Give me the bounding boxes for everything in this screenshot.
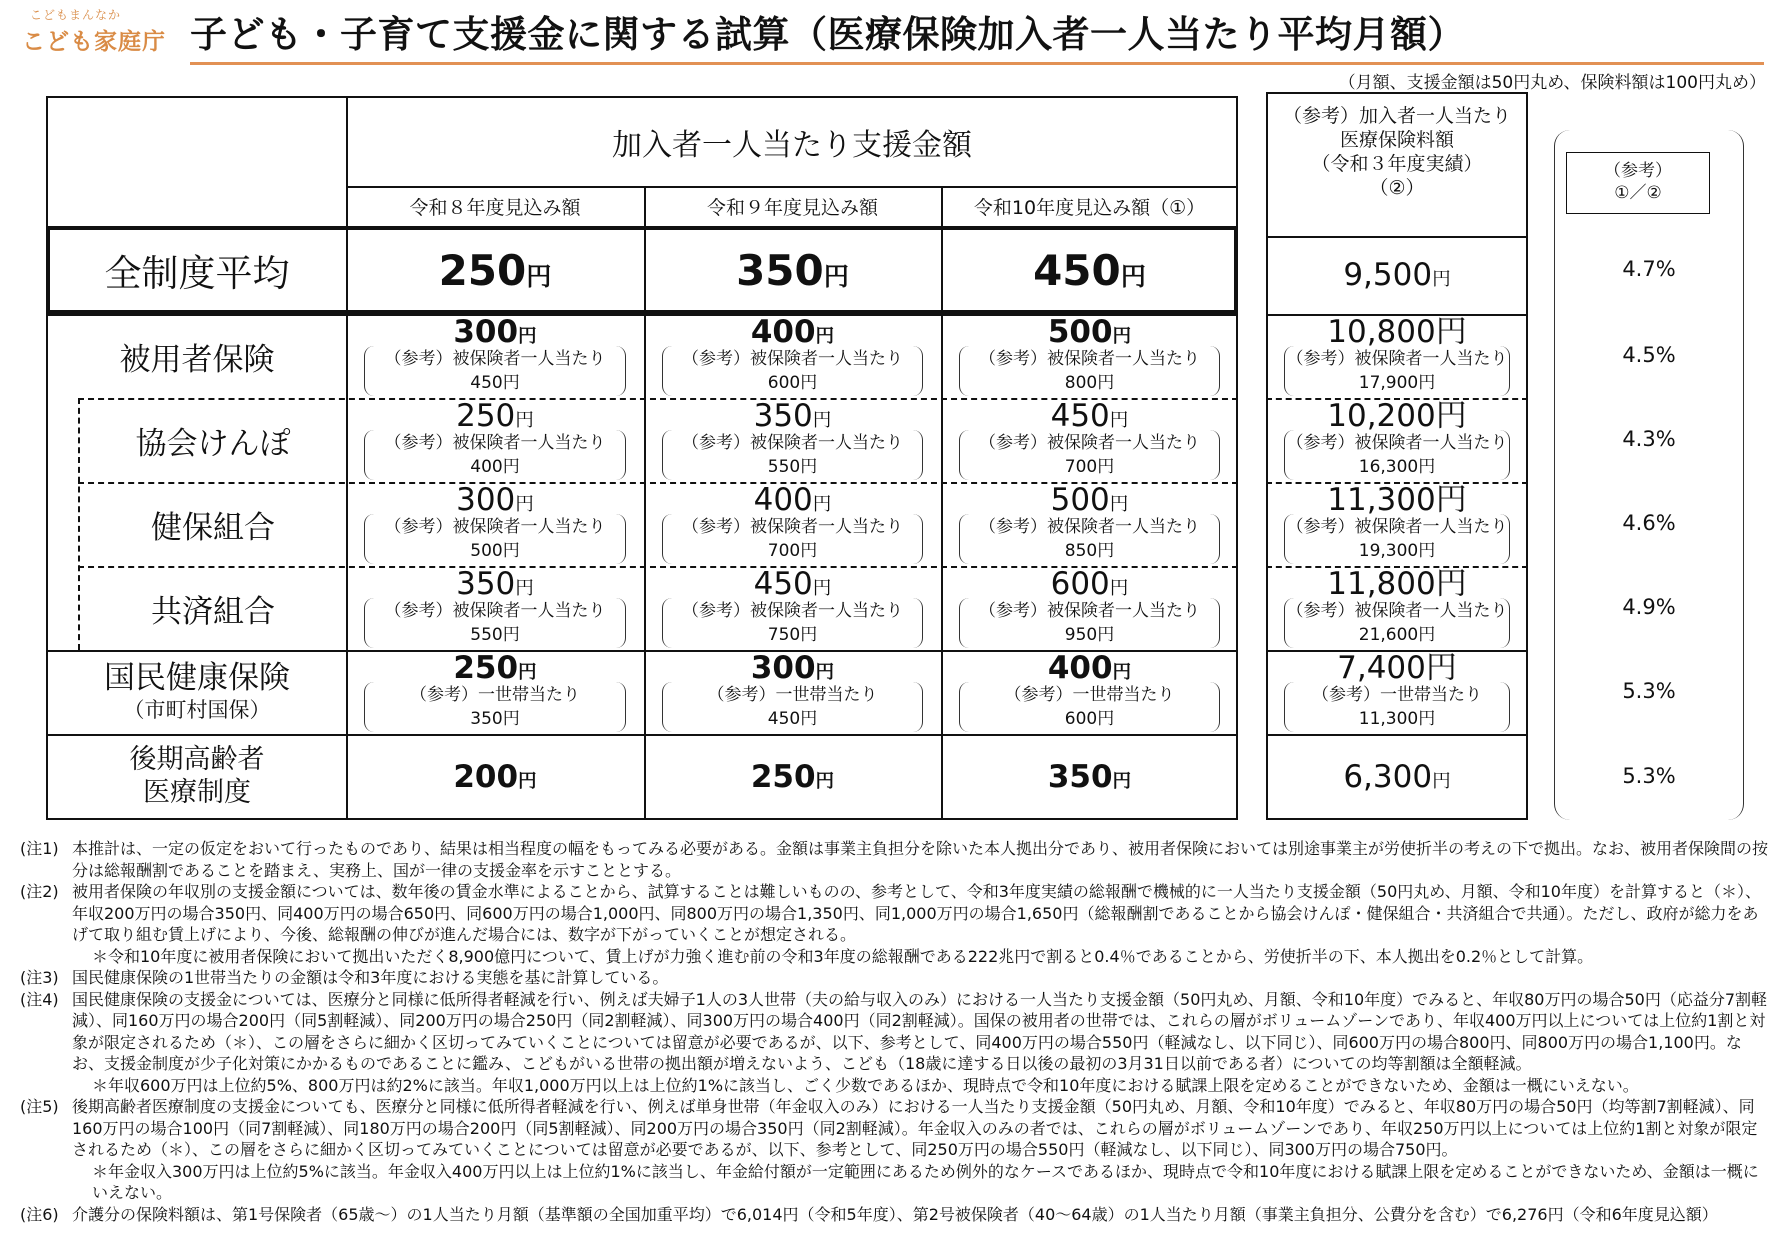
reference-amount: 800円 [1064, 373, 1115, 393]
yen-unit: 円 [1432, 269, 1451, 290]
footnote-tag: (注3) [20, 968, 59, 987]
reference-bracket [959, 346, 1220, 396]
reference-label: （参考）被保険者一人当たり [682, 601, 903, 621]
amount [1337, 650, 1457, 686]
footnote-text: 後期高齢者医療制度の支援金についても、医療分と同様に低所得者軽減を行い、例えば単身世帯（年金収入のみ）における一人当たり支援金額（50円丸め、月額、令和10年度）でみると、年収80万円の場合50円（均等割7割軽減）、同160万円の場合100円（同7割軽減）、同180万円の場合200円（同5割軽減）、同200万円の場合350円（同2割軽減）。年金収入のみの者では、これらの層がボリュームゾーンであり、年収250万円以上については上位約1割と対象が限定されるため（＊）、この層をさらに細かく区切ってみていくことについては留意が必要であるが、以下、参考として、同250万円の場合550円（軽減なし、以下同じ）、同300万円の場合750円。 [72, 1097, 1758, 1159]
footnote-text: 国民健康保険の支援金については、医療分と同様に低所得者軽減を行い、例えば夫婦子1人の3人世帯（夫の給与収入のみ）における一人当たり支援金額（50円丸め、月額、令和10年度）でみると、年収80万円の場合50円（応益分7割軽減）、同160万円の場合200円（同5割軽減）、同200万円の場合250円（同2割軽減）、同300万円の場合400円（同2割軽減）。国保の被用者の世帯では、これらの層がボリュームゾーンであり、年収400万円以上については上位約1割と対象が限定されるため（＊）、この層をさらに細かく区切ってみていくことについては留意が必要であるが、以下、参考として、同400万円の場合550円（軽減なし、以下同じ）、同600万円の場合800円、同800万円の場合1,100円。なお、支援金制度が少子化対策にかかるものであることに鑑み、こどもがいる世帯の拠出額が増えないよう、こども（18歳に達する日以後の最初の3月31日以前である者）についての均等割額は全額軽減。 [72, 989, 1768, 1073]
amount-number: 11,800 [1327, 566, 1436, 602]
amount [736, 246, 849, 295]
amount [1327, 314, 1466, 350]
footnote-tag: (注2) [20, 882, 59, 901]
amount-number: 350 [456, 566, 516, 602]
amount [1033, 246, 1146, 295]
amount-number: 250 [453, 650, 519, 686]
reference-premium-cell [1266, 398, 1528, 482]
support-amount-cell [346, 482, 644, 566]
group-header: 加入者一人当たり支援金額 [612, 128, 972, 163]
support-amount-cell [644, 398, 941, 482]
amount [751, 650, 834, 686]
reference-bracket [364, 514, 626, 564]
yen-unit: 円 [823, 261, 849, 291]
amount-number: 7,400 [1337, 650, 1426, 686]
reference-bracket [959, 514, 1220, 564]
row-label-all-average: 全制度平均 [104, 252, 290, 295]
amount-number: 11,300 [1327, 482, 1436, 518]
support-amount-cell [941, 650, 1238, 734]
footnote [20, 967, 1772, 989]
row-label-kenpo-kumiai: 健保組合 [151, 509, 275, 546]
title-divider [190, 62, 1764, 65]
reference-premium-cell [1266, 314, 1528, 398]
amount-number: 350 [736, 245, 824, 295]
yen-unit: 円 [815, 662, 835, 683]
reference-label: （参考）被保険者一人当たり [682, 433, 903, 453]
reference-premium-cell [1266, 650, 1528, 734]
yen-unit: 円 [526, 261, 552, 291]
row-label-line: （市町村国保） [123, 698, 271, 723]
footnote-text: 本推計は、一定の仮定をおいて行ったものであり、結果は相当程度の幅をもってみる必要がある。金額は事業主負担分を除いた本人拠出分であり、被用者保険においては別途事業主が労使折半の考えの下で拠出。なお、被用者保険間の按分は総報酬割であることを踏まえ、実務上、国が一律の支援金率を示すこととする。 [72, 839, 1769, 880]
amount-number: 200 [453, 759, 519, 795]
reference-label: （参考）被保険者一人当たり [979, 433, 1200, 453]
reference-amount: 550円 [767, 457, 818, 477]
row-label-line: 国民健康保険 [104, 660, 290, 697]
amount-number: 9,500 [1343, 257, 1433, 293]
reference-amount: 850円 [1064, 541, 1115, 561]
reference-bracket [959, 598, 1220, 648]
yen-unit: 円 [1109, 578, 1129, 599]
amount-number: 450 [1050, 398, 1110, 434]
footnote-tag: (注6) [20, 1204, 59, 1224]
row-label-employee-insurance: 被用者保険 [119, 341, 275, 378]
reference-amount: 550円 [470, 625, 520, 645]
yen-unit: 円 [515, 578, 534, 599]
reference-label: （参考）一世帯当たり [707, 685, 878, 705]
amount [754, 566, 832, 602]
reference-label: （参考）一世帯当たり [1312, 685, 1482, 705]
page-title: 子ども・子育て支援金に関する試算（医療保険加入者一人当たり平均月額） [190, 13, 1465, 56]
amount-number: 400 [750, 314, 816, 350]
ratio-value: 4.9% [1622, 595, 1676, 619]
footnote-text: 国民健康保険の1世帯当たりの金額は令和3年度における実態を基に計算している。 [72, 968, 669, 987]
yen-unit: 円 [815, 771, 835, 792]
ratio-header-line: （参考） [1604, 161, 1672, 181]
support-amount-cell [644, 734, 941, 820]
yen-unit: 円 [812, 410, 832, 431]
amount [1343, 257, 1450, 293]
ratio-value: 5.3% [1622, 764, 1676, 788]
amount [1327, 566, 1466, 602]
reference-label: （参考）被保険者一人当たり [384, 517, 606, 537]
yen-unit: 円 [515, 410, 534, 431]
footnote-sub-note: ＊年収600万円は上位約5%、800万円は約2%に該当。年収1,000万円以上は上位約1%に該当し、ごく少数であるほか、現時点で令和10年度における賦課上限を定めることができないため、金額は一概にいえない。 [92, 1075, 1639, 1095]
reference-amount: 700円 [1064, 457, 1115, 477]
amount [1327, 482, 1466, 518]
reference-label: （参考）被保険者一人当たり [1286, 433, 1508, 453]
reference-amount: 600円 [767, 373, 818, 393]
support-amount-cell [346, 314, 644, 398]
amount [751, 759, 834, 795]
ratio-value: 4.3% [1622, 427, 1676, 451]
reference-bracket [364, 682, 626, 732]
row-label-kyokai-kenpo: 協会けんぽ [135, 425, 291, 462]
reference-label: （参考）被保険者一人当たり [979, 517, 1200, 537]
reference-bracket [1284, 430, 1510, 480]
reference-label: （参考）被保険者一人当たり [384, 601, 606, 621]
amount [1343, 759, 1450, 795]
logo-agency-name: こども家庭庁 [22, 29, 166, 55]
logo-tagline: こどもまんなか [30, 8, 122, 22]
yen-unit: 円 [518, 771, 537, 792]
support-amount-cell [346, 566, 644, 650]
reference-amount: 11,300円 [1358, 709, 1436, 729]
reference-bracket [662, 514, 923, 564]
reference-label: （参考）一世帯当たり [410, 685, 580, 705]
support-amount-cell [644, 314, 941, 398]
reference-amount: 450円 [767, 709, 818, 729]
reference-amount: 600円 [1064, 709, 1115, 729]
yen-unit: 円 [515, 494, 534, 515]
row-label-kyosai-kumiai: 共済組合 [151, 593, 275, 630]
amount-number: 10,800 [1327, 314, 1436, 350]
reference-amount: 500円 [470, 541, 520, 561]
yen-unit: 円 [1112, 326, 1132, 347]
reference-label: （参考）被保険者一人当たり [979, 601, 1200, 621]
amount [1327, 398, 1466, 434]
amount [1051, 398, 1129, 434]
yen-unit: 円 [1435, 398, 1467, 434]
support-amount-cell [941, 314, 1238, 398]
footnote [20, 989, 1772, 1097]
amount-number: 500 [1050, 482, 1110, 518]
amount [456, 566, 534, 602]
support-amount-cell [644, 650, 941, 734]
footnote [20, 838, 1772, 881]
reference-header [1266, 104, 1528, 200]
amount [453, 759, 536, 795]
amount-number: 600 [1050, 566, 1110, 602]
reference-label: （参考）被保険者一人当たり [682, 517, 903, 537]
support-amount-cell [346, 398, 644, 482]
reference-bracket [662, 682, 923, 732]
amount [453, 314, 536, 350]
column-header-r9: 令和９年度見込み額 [706, 196, 878, 219]
reference-amount: 350円 [470, 709, 520, 729]
reference-amount: 17,900円 [1358, 373, 1436, 393]
reference-bracket [959, 430, 1220, 480]
amount-number: 300 [453, 314, 519, 350]
yen-unit: 円 [815, 326, 835, 347]
footnote-text: 介護分の保険料額は、第1号保険者（65歳〜）の1人当たり月額（基準額の全国加重平均）で6,014円（令和5年度）、第2号被保険者（40〜64歳）の1人当たり月額（事業主負担分、公費分を含む）で6,276円（令和6年度見込額） [72, 1204, 1718, 1224]
footnote [20, 1096, 1772, 1204]
footnote-text: 被用者保険の年収別の支援金額については、数年後の賃金水準によることから、試算することは難しいものの、参考として、令和3年度実績の総報酬で機械的に一人当たり支援金額（50円丸め、月額、令和10年度）を計算すると（＊）、年収200万円の場合350円、同400万円の場合650円、同600万円の場合1,000円、同800万円の場合1,350円、同1,000万円の場合1,650円（総報酬割であることから協会けんぽ・健保組合・共済組合で共通）。ただし、政府が総力をあげて取り組む賃上げにより、今後、総報酬の伸びが進んだ場合には、数字が下がっていくことが想定される。 [72, 882, 1761, 944]
reference-bracket [1284, 346, 1510, 396]
ratio-value: 4.6% [1622, 511, 1676, 535]
amount [754, 398, 832, 434]
footnotes [20, 838, 1772, 1225]
reference-label: （参考）被保険者一人当たり [1286, 517, 1508, 537]
amount-number: 400 [753, 482, 813, 518]
amount-number: 450 [1033, 245, 1121, 295]
ratio-header [1566, 152, 1710, 214]
reference-header-line: （参考）加入者一人当たり [1282, 105, 1511, 127]
reference-bracket [662, 598, 923, 648]
reference-bracket [662, 430, 923, 480]
amount-number: 300 [456, 482, 516, 518]
reference-label: （参考）被保険者一人当たり [682, 349, 903, 369]
reference-label: （参考）被保険者一人当たり [384, 433, 606, 453]
footnote-tag: (注1) [20, 839, 59, 858]
amount [439, 246, 552, 295]
reference-label: （参考）一世帯当たり [1004, 685, 1175, 705]
support-amount-cell [644, 482, 941, 566]
support-amount-cell [644, 566, 941, 650]
support-amount-cell [941, 482, 1238, 566]
reference-premium-cell [1266, 482, 1528, 566]
reference-amount: 16,300円 [1358, 457, 1436, 477]
amount [754, 482, 832, 518]
reference-label: （参考）被保険者一人当たり [384, 349, 606, 369]
amount [1048, 314, 1131, 350]
reference-bracket [364, 598, 626, 648]
yen-unit: 円 [518, 326, 537, 347]
reference-label: （参考）被保険者一人当たり [1286, 349, 1508, 369]
amount-number: 10,200 [1327, 398, 1436, 434]
amount [1051, 566, 1129, 602]
reference-bracket [1284, 682, 1510, 732]
amount-number: 350 [753, 398, 813, 434]
support-amount-cell [346, 650, 644, 734]
support-amount-cell [644, 226, 941, 314]
amount [456, 482, 534, 518]
reference-amount: 950円 [1064, 625, 1115, 645]
support-amount-cell [941, 398, 1238, 482]
support-amount-cell [346, 226, 644, 314]
yen-unit: 円 [1425, 650, 1457, 686]
amount-number: 350 [1047, 759, 1113, 795]
footnote [20, 881, 1772, 967]
unit-note: （月額、支援金額は50円丸め、保険料額は100円丸め） [1338, 73, 1766, 93]
ratio-value: 4.5% [1622, 343, 1676, 367]
amount-number: 250 [750, 759, 816, 795]
yen-unit: 円 [1109, 410, 1129, 431]
reference-amount: 19,300円 [1358, 541, 1436, 561]
ratio-column-bracket [1554, 130, 1744, 820]
support-amount-cell [941, 734, 1238, 820]
row-label-line: 医療制度 [143, 777, 251, 808]
amount-number: 400 [1047, 650, 1113, 686]
amount-number: 300 [750, 650, 816, 686]
amount-number: 6,300 [1343, 759, 1433, 795]
amount [1048, 650, 1131, 686]
reference-bracket [1284, 598, 1510, 648]
reference-header-line: （②） [1369, 177, 1425, 199]
reference-label: （参考）被保険者一人当たり [979, 349, 1200, 369]
yen-unit: 円 [1112, 662, 1132, 683]
reference-header-line: （令和３年度実績） [1311, 153, 1483, 175]
row-label-national-health-insurance [48, 650, 346, 734]
reference-amount: 21,600円 [1358, 625, 1436, 645]
support-amount-cell [941, 566, 1238, 650]
yen-unit: 円 [1435, 566, 1467, 602]
amount-number: 250 [456, 398, 516, 434]
reference-premium-cell [1266, 236, 1528, 314]
logo [22, 6, 172, 60]
footnote-sub-note: ＊年金収入300万円は上位約5%に該当。年金収入400万円以上は上位約1%に該当し、年金給付額が一定範囲にあるため例外的なケースであるほか、現時点で令和10年度における賦課上限を定めることができないため、金額は一概にいえない。 [92, 1161, 1759, 1202]
column-header-r8: 令和８年度見込み額 [409, 196, 581, 219]
reference-bracket [662, 346, 923, 396]
amount-number: 250 [438, 245, 527, 295]
ratio-header-line: ①／② [1614, 183, 1662, 203]
reference-amount: 700円 [767, 541, 818, 561]
reference-amount: 400円 [470, 457, 520, 477]
amount [1051, 482, 1129, 518]
reference-premium-cell [1266, 566, 1528, 650]
yen-unit: 円 [812, 494, 832, 515]
yen-unit: 円 [518, 662, 537, 683]
yen-unit: 円 [1432, 771, 1451, 792]
reference-bracket [364, 430, 626, 480]
amount-number: 450 [753, 566, 813, 602]
column-header-r10: 令和10年度見込み額（①） [973, 196, 1206, 219]
support-amount-cell [941, 226, 1238, 314]
amount [1048, 759, 1131, 795]
yen-unit: 円 [1109, 494, 1129, 515]
reference-bracket [959, 682, 1220, 732]
yen-unit: 円 [1112, 771, 1132, 792]
support-amount-cell [346, 734, 644, 820]
footnote-tag: (注4) [20, 989, 59, 1009]
yen-unit: 円 [1435, 314, 1467, 350]
row-label-late-elderly [48, 734, 346, 820]
amount [751, 314, 834, 350]
yen-unit: 円 [1435, 482, 1467, 518]
reference-label: （参考）被保険者一人当たり [1286, 601, 1508, 621]
reference-amount: 750円 [767, 625, 818, 645]
footnote-sub-note: ＊令和10年度に被用者保険において拠出いただく8,900億円について、賃上げが力強く進む前の令和3年度の総報酬である222兆円で割ると0.4％であることから、労使折半の下、本人拠出を0.2％として計算。 [92, 946, 1594, 966]
reference-header-line: 医療保険料額 [1339, 129, 1454, 151]
amount [456, 398, 534, 434]
row-label-line: 後期高齢者 [129, 744, 265, 776]
ratio-value: 4.7% [1622, 257, 1676, 281]
reference-bracket [364, 346, 626, 396]
yen-unit: 円 [1120, 261, 1146, 291]
ratio-value: 5.3% [1622, 679, 1676, 703]
footnote-tag: (注5) [20, 1097, 59, 1116]
reference-bracket [1284, 514, 1510, 564]
reference-amount: 450円 [470, 373, 520, 393]
amount-number: 500 [1047, 314, 1113, 350]
yen-unit: 円 [812, 578, 832, 599]
amount [453, 650, 536, 686]
reference-premium-cell [1266, 734, 1528, 820]
footnote [20, 1204, 1772, 1226]
